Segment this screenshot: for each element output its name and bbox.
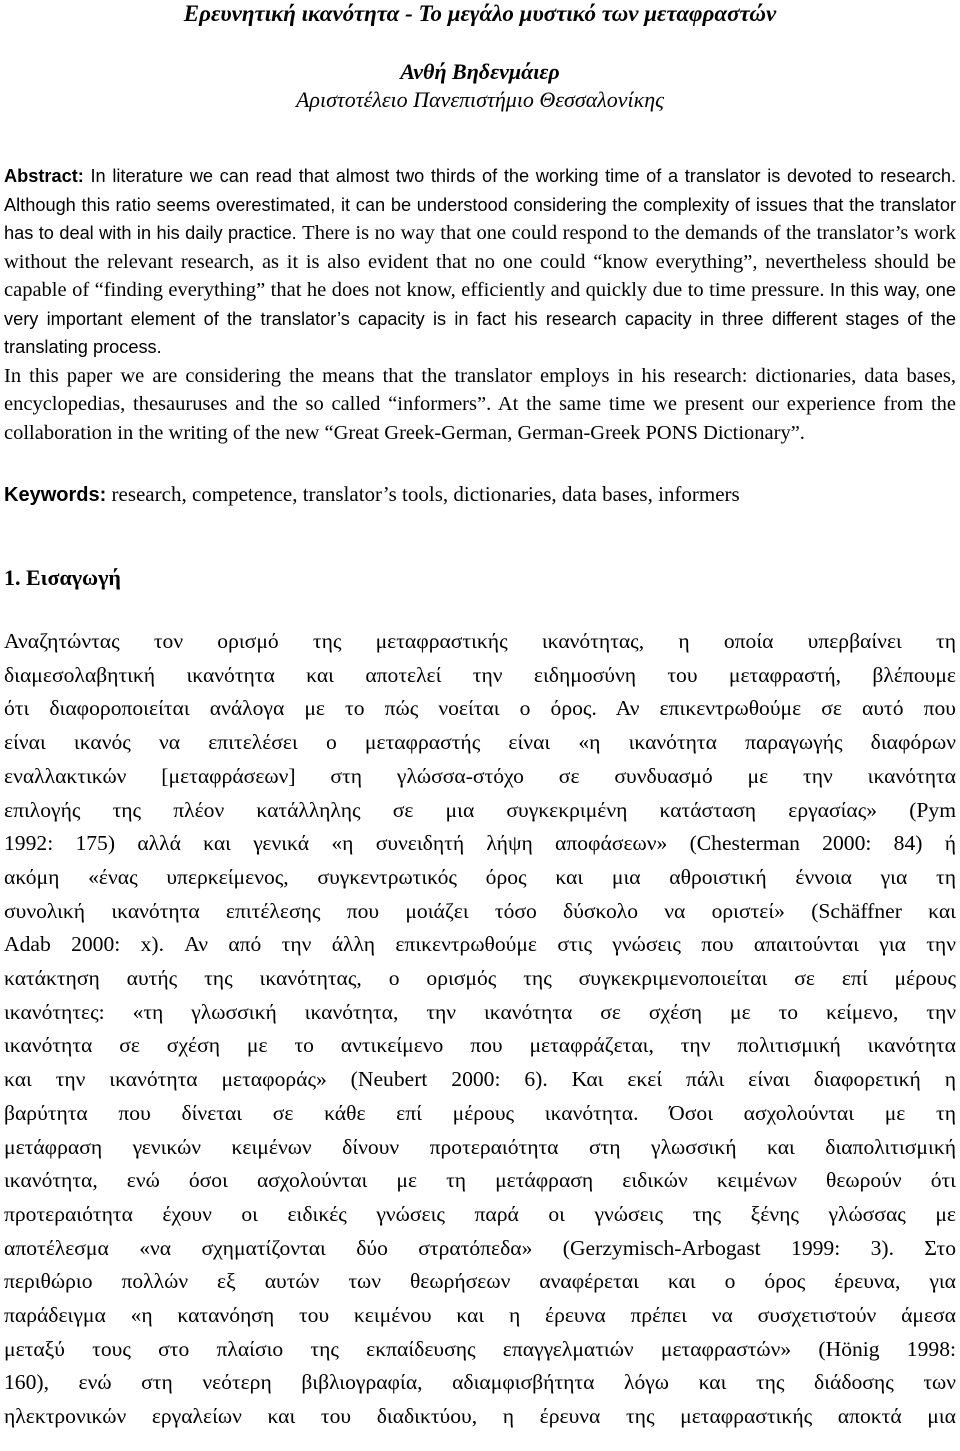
abstract-text-2b: At the same time we present our experience from the collaboration in the writing of the new “Great Greek-German, German-Greek PONS Dictionary”. [4, 393, 957, 444]
body-line: 160), ενώ στη νεότερη βιβλιογραφία, αδιαμφισβήτητα λόγω και της διάδοσης των [4, 1370, 956, 1395]
abstract-section [4, 162, 956, 447]
paper-title: Ερευνητική ικανότητα - Το μεγάλο μυστικό των μεταφραστών [183, 1, 777, 26]
keywords-line [4, 480, 956, 509]
body-line: διαμεσολαβητική ικανότητα και αποτελεί την ειδημοσύνη του μεταφραστή, βλέπουμε [4, 662, 956, 687]
body-line: ηλεκτρονικών εργαλείων και του διαδικτύου, η έρευνα της μεταφραστικής αποκτά μια [4, 1404, 956, 1429]
body-line: παράδειγμα «η κατανόηση του κειμένου και η έρευνα πρέπει να συσχετιστούν άμεσα [4, 1303, 956, 1328]
section-heading: 1. Εισαγωγή [4, 565, 121, 590]
body-line: αποτέλεσμα «να σχηματίζονται δύο στρατόπεδα» (Gerzymisch-Arbogast 1999: 3). Στο [4, 1235, 956, 1260]
author-affiliation: Αριστοτέλειο Πανεπιστήμιο Θεσσαλονίκης [295, 87, 665, 112]
body-line: συνολική ικανότητα επιτέλεσης που μοιάζει τόσο δύσκολο να οριστεί» (Schäffner και [4, 898, 956, 923]
body-line: ότι διαφοροποιείται ανάλογα με το πώς νοείται ο όρος. Αν επικεντρωθούμε σε αυτό που [4, 696, 956, 721]
abstract-label: Abstract: [4, 166, 84, 186]
abstract-paragraph-2 [4, 362, 956, 448]
body-line: ικανότητες: «τη γλωσσική ικανότητα, την ικανότητα σε σχέση με το κείμενο, την [4, 999, 956, 1024]
body-line: μετάφραση γενικών κειμένων δίνουν προτεραιότητα στη γλωσσική και διαπολιτισμική [4, 1134, 956, 1159]
section-body [4, 625, 956, 1434]
body-line: περιθώριο πολλών εξ αυτών των θεωρήσεων αναφέρεται και ο όρος έρευνα, για [4, 1269, 956, 1294]
body-line: επιλογής της πλέον κατάλληλης σε μια συγκεκριμένη κατάσταση εργασίας» (Pym [4, 797, 956, 822]
abstract-text-1b: There is no way that one could respond to the demands of the translator’s work without the relevant research, as it is also evident that no one could “know everything”, nevertheless should be capable of “finding everything” that he does not know, efficiently and quickly due to time pressure. [4, 222, 956, 301]
author-name: Ανθή Βηδενμάιερ [400, 59, 560, 84]
body-line: Αναζητώντας τον ορισμό της μεταφραστικής ικανότητας, η οποία υπερβαίνει τη [4, 629, 956, 653]
body-line: ακόμη «ένας υπερκείμενος, συγκεντρωτικός όρος και μια αθροιστική έννοια για τη [4, 864, 956, 889]
body-line: 1992: 175) αλλά και γενικά «η συνειδητή λήψη αποφάσεων» (Chesterman 2000: 84) ή [4, 831, 956, 856]
body-line: κατάκτηση αυτής της ικανότητας, ο ορισμός της συγκεκριμενοποιείται σε επί μέρους [4, 966, 956, 991]
keywords-label: Keywords: [4, 484, 107, 506]
body-line: είναι ικανός να επιτελέσει ο μεταφραστής είναι «η ικανότητα παραγωγής διαφόρων [4, 730, 956, 755]
body-line: μεταξύ τους στο πλαίσιο της εκπαίδευσης επαγγελματιών μεταφραστών» (Hönig 1998: [4, 1336, 956, 1361]
keywords-text: research, competence, translator’s tools, dictionaries, data bases, informers [106, 482, 740, 506]
abstract-text-1a: In literature we can read that almost two thirds of the working time of a translator is devoted to research. Although this ratio seems overestimated, it can be understood considering the complexity of issues that the translator has to deal with in his daily practice. [4, 166, 956, 243]
body-line: εναλλακτικών [μεταφράσεων] στη γλώσσα-στόχο σε συνδυασμό με την ικανότητα [4, 763, 956, 788]
body-line: βαρύτητα που δίνεται σε κάθε επί μέρους ικανότητα. Όσοι ασχολούνται με τη [4, 1100, 956, 1125]
body-line: ικανότητα σε σχέση με το αντικείμενο που μεταφράζεται, την πολιτισμική ικανότητα [4, 1033, 956, 1058]
body-line: και την ικανότητα μεταφοράς» (Neubert 2000: 6). Και εκεί πάλι είναι διαφορετική η [4, 1067, 956, 1092]
body-line: ικανότητα, ενώ όσοι ασχολούνται με τη μετάφραση ειδικών κειμένων θεωρούν ότι [4, 1168, 956, 1193]
abstract-paragraph-1 [4, 162, 956, 362]
body-line: προτεραιότητα έχουν οι ειδικές γνώσεις παρά οι γνώσεις της ξένης γλώσσας με [4, 1201, 956, 1226]
abstract-text-2a: In this paper we are considering the means that the translator employs in his research: dictionaries, data bases, encyclopedias, thesauruses and the so called “informers”. [4, 364, 956, 415]
body-line: Adab 2000: x). Αν από την άλλη επικεντρωθούμε στις γνώσεις που απαιτούνται για την [4, 932, 956, 957]
abstract-text-1c: In this way, one very important element of the translator’s capacity is in fact his research capacity in three different stages of the translating process. [4, 280, 956, 357]
